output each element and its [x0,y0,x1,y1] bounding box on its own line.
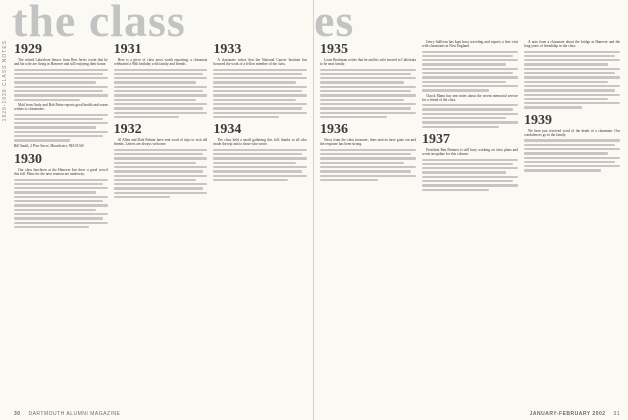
note-paragraph: Here is a piece of class news worth reporting; a classmate celebrated a 95th birthday with family and friends. [113,58,208,67]
note-paragraph: Al Allen and Dale Palmer have sent word of trips to visit old friends. Letters are always welcome. [113,138,208,147]
column-1 [14,40,108,406]
text-lines [422,159,518,191]
year-heading: 1937 [422,131,450,147]
column-6 [524,40,620,406]
page-number: 30 [14,411,21,417]
footer-right [530,411,620,417]
text-lines [213,149,307,181]
column-4 [320,40,416,406]
sidebar-label: 1929-1938 CLASS NOTES [2,40,8,122]
right-columns [320,40,620,406]
text-lines [14,179,108,229]
publication-name: DARTMOUTH ALUMNI MAGAZINE [28,411,121,417]
column-5 [422,40,518,406]
masthead-right: es [314,0,355,46]
class-secretary-address: Bill Smith, 2 Pine Street, Manchester, NH 03104 [14,143,84,148]
text-lines [114,69,208,119]
column-3 [213,40,307,406]
note-paragraph: The retired Lakeshore lettuce from Bert Jervis wrote that he and his wife are living in Hanover and still enjoying their home. [14,58,108,67]
note-paragraph: News from the class treasurer; dues notices have gone out and the response has been strong. [320,138,416,147]
text-lines [14,114,108,142]
year-heading: 1932 [113,122,142,138]
year-heading: 1933 [213,42,242,57]
text-lines [320,149,416,181]
note-paragraph: Louis Bookman writes that he and his wife moved to California to be near family. [320,58,416,67]
masthead-left: the class [12,0,186,46]
column-2 [114,40,208,406]
text-lines [524,139,620,171]
year-heading: 1930 [14,151,42,167]
text-lines [422,104,518,128]
right-page [314,0,628,420]
note-paragraph: The class held a small gathering this fall; thanks to all who made the trip and to those who wrote. [213,138,308,147]
note-paragraph: A classmate writes that the National Cancer Institute has honored the work of a fellow member of the class. [213,58,308,67]
note-paragraph: A note from a classmate about the bridge at Hanover and the long years of friendship in the class. [524,40,620,49]
year-heading: 1934 [213,122,242,138]
note-paragraph: Mail from Andy and Bob Paine reports good health and warm wishes to classmates. [14,102,108,112]
year-heading: 1929 [14,42,42,57]
year-heading: 1939 [524,112,552,128]
text-lines [422,51,518,92]
note-paragraph: Chuck Mann has sent notes about the recent memorial service for a friend of the class. [422,93,518,102]
text-lines [320,69,416,119]
note-paragraph: President Ben Brenner is still busy working on class plans and wrote an update for this column. [422,147,518,157]
text-lines [213,69,307,119]
text-lines [114,149,208,199]
note-paragraph: We have just received word of the death of a classmate. Our condolences go to the family. [524,128,620,138]
left-columns [14,40,307,406]
year-heading: 1931 [113,42,142,57]
footer-left [14,411,120,417]
text-lines [524,51,620,109]
note-paragraph: Our class luncheon at the Hanover Inn drew a good crowd this fall. Plans for the next reunion are underway. [14,167,108,177]
year-heading: 1935 [320,42,348,57]
note-paragraph: Gerry Sullivan has kept busy traveling and reports a fine visit with classmates in New England. [422,40,518,49]
issue-date: JANUARY-FEBRUARY 2002 [529,411,606,417]
text-lines [14,69,108,101]
page-number: 31 [613,411,620,417]
year-heading: 1936 [320,122,348,138]
